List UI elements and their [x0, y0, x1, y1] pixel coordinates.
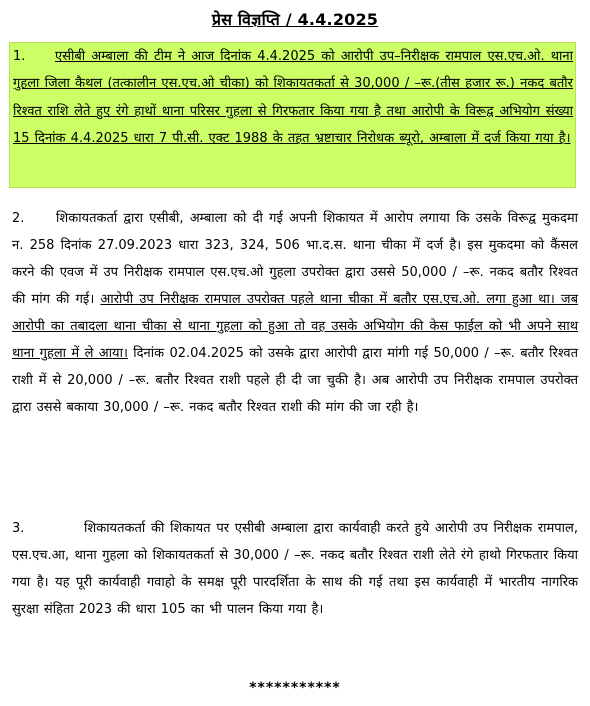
paragraph-number: 1.	[13, 49, 26, 64]
paragraph-text-underlined: आरोपी उप निरीक्षक रामपाल उपरोक्त पहले थाना चीका में बतौर एस.एच.ओ. लगा हुआ था। जब आरोपी का तबादला थाना चीका से थाना गुहला को हुआ तो वह उसके अभियोग की केस फाईल को भी अपने साथ थाना गुहला में ले आया।	[12, 292, 579, 361]
paragraph-text: एसीबी अम्बाला की टीम ने आज दिनांक 4.4.2025 को आरोपी उप–निरीक्षक रामपाल एस.एच.ओ. थाना गुहला जिला कैथल (तत्कालीन एस.एच.ओ चीका) को शिकायतकर्ता से 30,000 / –रू.(तीस हजार रू.) नकद बतौर रिश्वत राशि लेते हुए रंगे हाथों थाना परिसर गुहला से गिरफतार किया गया है तथा आरोपी के विरूद्व अभियोग संख्या 15 दिनांक 4.4.2025 धारा 7 पी.सी. एक्ट 1988 के तहत भ्रष्टाचार निरोधक ब्यूरो, अम्बाला में दर्ज किया गया है।	[13, 49, 573, 147]
page-title: प्रेस विज्ञप्ति / 4.4.2025	[211, 10, 379, 29]
paragraph-text: शिकायतकर्ता की शिकायत पर एसीबी अम्बाला द्वारा कार्यवाही करते हुये आरोपी उप निरीक्षक रामपाल, एस.एच.आ, थाना गुहला को शिकायतकर्ता से 30,000 / –रू. नकद बतौर रिश्वत राशी लेते रंगे हाथो गिरफतार किया गया है। यह पूरी कार्यवाही गवाहो के समक्ष पूरी पारदर्शिता के साथ की गई तथा इस कार्यवाही में भारतीय नागरिक सुरक्षा संहिता 2023 की धारा 105 का भी पालन किया गया है।	[12, 521, 578, 617]
paragraph-1-highlighted	[9, 42, 576, 188]
end-marker: ***********	[249, 680, 341, 696]
paragraph-3	[12, 515, 578, 623]
paragraph-number: 2.	[12, 211, 25, 226]
paragraph-text: दिनांक 02.04.2025 को उसके द्वारा आरोपी द्वारा मांगी गई 50,000 / –रू. बतौर रिश्वत राशी में से 20,000 / –रू. बतौर रिश्वत राशी पहले ही दी जा चुकी है। अब आरोपी उप निरीक्षक रामपाल उपरोक्त द्वारा उससे बकाया 30,000 / –रू. नकद बतौर रिश्वत राशी की मांग की जा रही है।	[12, 346, 578, 415]
paragraph-number: 3.	[12, 521, 25, 536]
paragraph-2	[12, 205, 578, 421]
paragraph-text: शिकायतकर्ता द्वारा एसीबी, अम्बाला को दी गई अपनी शिकायत में आरोप लगाया कि उसके विरूद्व मुकदमा न. 258 दिनांक 27.09.2023 धारा 323, 324, 506 भा.द.स. थाना चीका में दर्ज है। इस मुकदमा को कैंसल करने की एवज में उप निरीक्षक रामपाल एस.एच.ओ गुहला उपरोक्त द्वारा उससे 50,000 / –रू. नकद बतौर रिश्वत की मांग की गई।	[12, 211, 578, 307]
